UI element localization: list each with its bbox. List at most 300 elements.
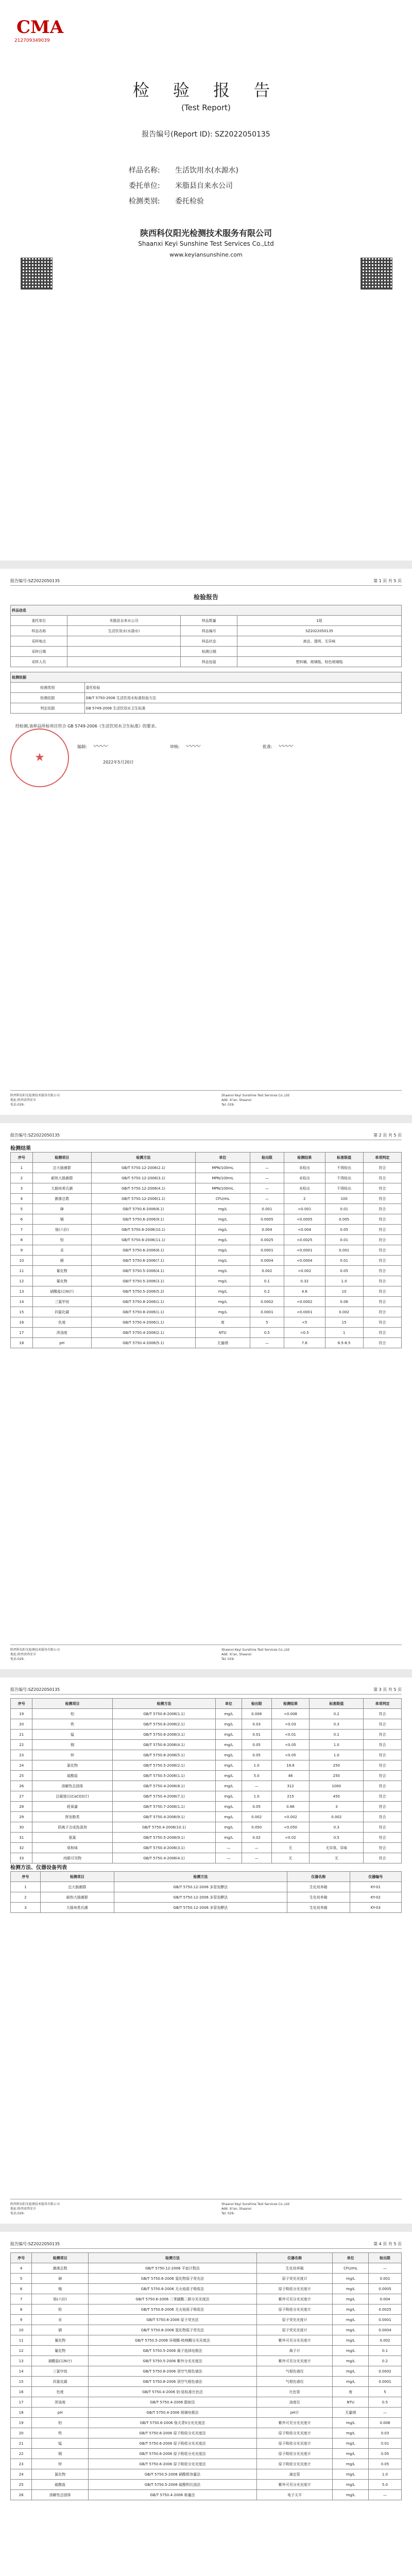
test-info-title: 检测依据 [11, 672, 402, 683]
table-cell: 312 [271, 1781, 310, 1791]
table-cell: GB/T 5750.4-2006 铂-钴标准比色法 [89, 2387, 257, 2397]
table-cell: 0.1 [310, 1730, 364, 1740]
table-cell: 原子吸收分光光度计 [256, 2304, 332, 2315]
table-cell: 符合 [363, 1276, 401, 1286]
table-cell: 6 [11, 2284, 32, 2294]
table-cell: 浑浊度 [32, 2397, 89, 2408]
table-row [11, 1802, 402, 1812]
table-cell: — [250, 1183, 284, 1194]
table-cell: 原子吸收分光光度计 [256, 2284, 332, 2294]
table-cell: 100 [325, 1194, 363, 1204]
table-cell: mg/L [216, 1750, 242, 1760]
company-name-en: Shaanxi Keyi Sunshine Test Services Co.,Ltd [138, 240, 274, 247]
column-header: 单位 [196, 1153, 250, 1163]
table-cell: 0.03 [368, 2428, 401, 2438]
table-cell: GB/T 5750.6-2006 铬天青S分光光度法 [89, 2418, 257, 2428]
prepared-signature: 〰〰 [93, 742, 107, 751]
equipment-table [10, 1871, 402, 1913]
table-row [11, 1791, 402, 1802]
table-cell: 24 [11, 1760, 32, 1771]
column-header: 检测结果 [284, 1153, 325, 1163]
header-report-no: 报告编号:SZ2022050135 [10, 1687, 60, 1692]
table-cell: GB/T 5750.12-2006 平皿计数法 [89, 2263, 257, 2274]
table-cell: 铝 [32, 1709, 112, 1719]
table-cell: 0.001 [250, 1204, 284, 1214]
table-cell: 大肠埃希氏菌 [40, 1903, 114, 1913]
table-cell: — [250, 1163, 284, 1173]
table-cell: 0.0001 [250, 1245, 284, 1256]
table-cell: 氯化物 [32, 1760, 112, 1771]
table-cell: mg/L [333, 2325, 369, 2335]
test-type-line: 检测类别: 委托检验 [129, 197, 204, 206]
table-row [11, 1781, 402, 1791]
table-cell: — [242, 1781, 271, 1791]
table-cell: 符合 [363, 1328, 401, 1338]
table-cell: 符合 [364, 1853, 402, 1863]
table-cell: — [250, 1338, 284, 1348]
table-cell: 铅 [32, 2304, 89, 2315]
sample-info-row [11, 657, 402, 667]
table-row [11, 1760, 402, 1771]
table-cell: GB/T 5750.6-2006 原子吸收分光光度法 [89, 2459, 257, 2469]
table-cell: 符合 [364, 1740, 402, 1750]
table-cell: — [250, 1194, 284, 1204]
table-cell: 27 [11, 1791, 32, 1802]
table-cell: 总硬度(以CaCO3计) [32, 1791, 112, 1802]
reviewed-signature: 〰〰 [185, 742, 200, 751]
table-cell: GB/T 5750.6-2006(5.1) [112, 1750, 216, 1760]
table-cell: 8 [11, 1235, 33, 1245]
table-cell: GB/T 5750.6-2006(11.1) [91, 1235, 195, 1245]
table-cell: 硫酸盐 [32, 1771, 112, 1781]
equipment-table-continued [10, 2252, 402, 2500]
table-cell: 12 [11, 2346, 32, 2356]
table-cell: 未检出 [284, 1163, 325, 1173]
table-cell: 符合 [364, 1843, 402, 1853]
table-cell: GB/T 5750.6-2006 无火焰原子吸收法 [89, 2284, 257, 2294]
table-cell: 氯化物 [32, 2469, 89, 2480]
table-cell: mg/L [196, 1256, 250, 1266]
table-cell: 0.0005 [368, 2284, 401, 2294]
report-title: 检 验 报 告 [132, 80, 280, 100]
info-value: 1组 [237, 616, 402, 626]
table-cell: 无量纲 [196, 1338, 250, 1348]
table-row [11, 1173, 402, 1183]
table-row [11, 2346, 402, 2356]
column-header: 序号 [11, 2253, 32, 2263]
table-cell: <0.004 [284, 1225, 325, 1235]
table-cell: 0.06 [325, 1297, 363, 1307]
table-cell: 0.03 [242, 1719, 271, 1730]
table-cell: 0.01 [325, 1256, 363, 1266]
table-cell: 氟化物 [32, 1276, 91, 1286]
table-cell: GB/T 5750.6-2006 原子吸收分光光度法 [89, 2438, 257, 2449]
info-value [67, 647, 181, 657]
table-cell: 0.05 [325, 1225, 363, 1235]
column-header: 序号 [11, 1153, 33, 1163]
footer-right: Shaanxi Keyi Sunshine Test Services Co.,Ltd Add: Xi'an, Shaanxi Tel: 029- [221, 1094, 289, 1107]
sample-info-row [11, 616, 402, 626]
table-cell: 符合 [363, 1245, 401, 1256]
column-header: 单项判定 [364, 1699, 402, 1709]
table-cell: mg/L [333, 2294, 369, 2304]
info-value: 液态、透明、无异味 [237, 636, 402, 647]
table-cell: mg/L [216, 1781, 242, 1791]
table-cell: 25 [11, 1771, 32, 1781]
table-cell: 符合 [363, 1163, 401, 1173]
table-cell: 0.05 [368, 2459, 401, 2469]
table-cell: mg/L [196, 1266, 250, 1276]
info-value: GB 5749-2006 生活饮用水卫生标准 [84, 703, 401, 714]
table-cell: 三氯甲烷 [32, 2366, 89, 2377]
table-cell: 29 [11, 1812, 32, 1822]
table-cell: 符合 [363, 1204, 401, 1214]
table-cell: 铝 [32, 2418, 89, 2428]
approved-signature: 〰〰 [278, 742, 293, 751]
table-cell: GB/T 5750.6-2006(4.1) [112, 1740, 216, 1750]
table-cell: 符合 [364, 1709, 402, 1719]
table-cell: 符合 [363, 1173, 401, 1183]
table-row [11, 2315, 402, 2325]
table-row [11, 1307, 402, 1317]
table-cell: 四氯化碳 [32, 2377, 89, 2387]
test-info-table [10, 672, 402, 714]
table-cell: 1.0 [242, 1760, 271, 1771]
table-cell: 0.01 [325, 1235, 363, 1245]
table-row [11, 2377, 402, 2387]
table-header-row [11, 1699, 402, 1709]
info-label: 检测依据 [11, 693, 85, 703]
table-cell: GB/T 5750.12-2006(1.1) [91, 1194, 195, 1204]
table-cell: 氨氮 [32, 1833, 112, 1843]
table-cell: 0.2 [310, 1709, 364, 1719]
table-cell: GB/T 5750.4-2006 玻璃电极法 [89, 2408, 257, 2418]
table-cell: 0.002 [310, 1812, 364, 1822]
table-cell: mg/L [216, 1833, 242, 1843]
table-cell: GB/T 5750.6-2006 二苯碳酰二肼分光光度法 [89, 2294, 257, 2304]
info-value: SZ2022050135 [237, 626, 402, 636]
table-cell: 符合 [363, 1307, 401, 1317]
sample-info-table [10, 605, 402, 667]
table-cell: 9 [11, 2315, 32, 2325]
footer-left: 陕西科仪阳光检测技术服务有限公司 地址:陕西省西安市 电话:029- [10, 2202, 60, 2215]
table-cell: KY-02 [350, 1892, 401, 1903]
table-cell: 10 [11, 2325, 32, 2335]
table-row [11, 1266, 402, 1276]
table-cell: 15 [11, 2377, 32, 2387]
table-cell: <0.0005 [284, 1214, 325, 1225]
table-cell: 锌 [32, 1750, 112, 1760]
table-row [11, 1338, 402, 1348]
info-label: 样品编号 [181, 626, 237, 636]
table-cell: GB/T 5750.8-2006 顶空气相色谱法 [89, 2377, 257, 2387]
table-cell: 0.0025 [250, 1235, 284, 1245]
table-cell: 21 [11, 2438, 32, 2449]
table-row [11, 1750, 402, 1760]
table-cell: GB/T 5750.5-2006 硫酸钡比浊法 [89, 2480, 257, 2490]
table-cell: 0.002 [242, 1812, 271, 1822]
table-row [11, 1214, 402, 1225]
table-cell: mg/L [333, 2304, 369, 2315]
table-cell: 7 [11, 1225, 33, 1235]
table-cell: 0.05 [368, 2449, 401, 2459]
table-row [11, 1843, 402, 1853]
table-cell: 11 [11, 2335, 32, 2346]
info-label: 采样地点 [11, 636, 67, 647]
table-cell: 6 [11, 1214, 33, 1225]
table-cell: 0.008 [242, 1709, 271, 1719]
info-label: 采样人员 [11, 657, 67, 667]
table-cell: GB/T 5750.5-2006 离子选择电极法 [89, 2346, 257, 2356]
table-cell: 符合 [364, 1791, 402, 1802]
table-cell: 0.002 [250, 1266, 284, 1276]
table-cell: 未检出 [284, 1173, 325, 1183]
table-cell: 硫酸盐 [32, 2480, 89, 2490]
table-cell: GB/T 5750.7-2006(1.1) [112, 1802, 216, 1812]
table-cell: mg/L [333, 2315, 369, 2325]
table-cell: 四氯化碳 [32, 1307, 91, 1317]
company-name-cn: 陕西科仪阳光检测技术服务有限公司 [140, 228, 272, 238]
column-header: 检出限 [242, 1699, 271, 1709]
column-header: 检出限 [368, 2253, 401, 2263]
test-info-row [11, 693, 402, 703]
table-cell: 0.002 [368, 2335, 401, 2346]
table-cell: 0.001 [368, 2274, 401, 2284]
table-cell: 1 [11, 1882, 41, 1892]
table-row [11, 1740, 402, 1750]
table-cell: 硝酸盐(以N计) [32, 2356, 89, 2366]
table-cell: — [250, 1173, 284, 1183]
table-row [11, 1286, 402, 1297]
table-cell: 0.05 [242, 1750, 271, 1760]
table-cell: 锰 [32, 1730, 112, 1740]
table-cell: 19 [11, 1709, 32, 1719]
table-cell: GB/T 5750.6-2006 原子吸收分光光度法 [89, 2449, 257, 2459]
table-cell: 7.6 [284, 1338, 325, 1348]
table-cell: 19 [11, 2418, 32, 2428]
table-cell: 耐热大肠菌群 [40, 1892, 114, 1903]
table-cell: 浊度仪 [256, 2397, 332, 2408]
table-cell: GB/T 5750.6-2006 原子荧光法 [89, 2315, 257, 2325]
table-cell: 原子吸收分光光度计 [256, 2428, 332, 2438]
info-value: 塑料桶、玻璃瓶、棕色玻璃瓶 [237, 657, 402, 667]
table-row [11, 1853, 402, 1863]
table-cell: mg/L [216, 1771, 242, 1781]
table-cell: mg/L [216, 1802, 242, 1812]
table-cell: 紫外可见分光光度计 [256, 2480, 332, 2490]
table-cell: GB/T 5750.12-2006(4.1) [91, 1183, 195, 1194]
table-cell: GB/T 5750.4-2006(7.1) [112, 1791, 216, 1802]
table-cell: GB/T 5750.5-2006(9.1) [112, 1833, 216, 1843]
table-row [11, 1833, 402, 1843]
table-cell: 14 [11, 1297, 33, 1307]
table-cell: mg/L [196, 1204, 250, 1214]
table-cell: 0.0001 [368, 2377, 401, 2387]
table-cell: mg/L [333, 2335, 369, 2346]
company-website: www.keyiansunshine.com [169, 251, 243, 258]
table-cell: GB/T 5750.8-2006(1.1) [91, 1307, 195, 1317]
sign-date: 2022年5月20日 [103, 760, 134, 765]
table-cell: 总大肠菌群 [32, 1163, 91, 1173]
table-cell: 紫外可见分光光度计 [256, 2294, 332, 2304]
table-cell: 0.0004 [250, 1256, 284, 1266]
table-cell: 13 [11, 2356, 32, 2366]
table-cell: 6.5-8.5 [325, 1338, 363, 1348]
table-cell: 215 [271, 1791, 310, 1802]
info-label: 判定依据 [11, 703, 85, 714]
table-cell: 0.0001 [368, 2315, 401, 2325]
table-row [11, 2325, 402, 2335]
table-cell: 锰 [32, 2438, 89, 2449]
table-cell: GB/T 5750.6-2006(1.1) [112, 1709, 216, 1719]
table-row [11, 1730, 402, 1740]
table-cell: GB/T 5750.5-2006(5.2) [91, 1286, 195, 1297]
prepared-label: 编制: [77, 744, 87, 749]
footer-right: Shaanxi Keyi Sunshine Test Services Co.,Ltd Add: Xi'an, Shaanxi Tel: 029- [221, 1648, 289, 1661]
table-cell: 生化培养箱 [256, 2263, 332, 2274]
table-cell: 5 [368, 2387, 401, 2397]
table-cell: GB/T 5750.4-2006(10.1) [112, 1822, 216, 1833]
table-cell: 0.0025 [368, 2304, 401, 2315]
table-cell: 22 [11, 1740, 32, 1750]
table-cell: 4 [11, 2263, 32, 2274]
table-cell: 无 [271, 1853, 310, 1863]
table-cell: mg/L [333, 2428, 369, 2438]
table-cell: 色度 [32, 1317, 91, 1328]
table-cell: GB/T 5750.5-2006(1.1) [112, 1771, 216, 1781]
table-cell: 2 [11, 1173, 33, 1183]
table-cell: mg/L [333, 2438, 369, 2449]
table-cell: 符合 [364, 1833, 402, 1843]
table-cell: 色度 [32, 2387, 89, 2397]
table-cell: 铅 [32, 1235, 91, 1245]
table-cell: 0.0002 [250, 1297, 284, 1307]
table-row [11, 1256, 402, 1266]
table-cell: 26 [11, 1781, 32, 1791]
column-header: 检测方法 [89, 2253, 257, 2263]
table-cell: 溶解性总固体 [32, 1781, 112, 1791]
info-label: 样品数量 [181, 616, 237, 626]
column-header: 仪器编号 [350, 1872, 401, 1882]
info-value [237, 647, 402, 657]
table-row [11, 2263, 402, 2274]
results-table-continued [10, 1698, 402, 1863]
qr-code-left-icon [21, 258, 53, 290]
column-header: 检测项目 [32, 1699, 112, 1709]
table-cell: mg/L [216, 1791, 242, 1802]
table-cell: 符合 [364, 1719, 402, 1730]
table-cell: 0.050 [242, 1822, 271, 1833]
table-cell: 0.3 [310, 1822, 364, 1833]
info-label: 委托单位 [11, 616, 67, 626]
table-cell: 总大肠菌群 [40, 1882, 114, 1892]
table-cell: 硒 [32, 2325, 89, 2335]
table-cell: 0.2 [368, 2356, 401, 2366]
table-cell: 符合 [363, 1266, 401, 1276]
table-cell: <5 [284, 1317, 325, 1328]
table-cell: 臭和味 [32, 1843, 112, 1853]
results-table [10, 1152, 402, 1348]
table-cell: 31 [11, 1833, 32, 1843]
table-cell: 0.05 [242, 1802, 271, 1812]
table-cell: 电子天平 [256, 2490, 332, 2500]
table-cell: — [216, 1843, 242, 1853]
table-row [11, 1822, 402, 1833]
table-cell: GB/T 5750.6-2006(7.1) [91, 1256, 195, 1266]
column-header: 单位 [216, 1699, 242, 1709]
table-cell: 硝酸盐(以N计) [32, 1286, 91, 1297]
table-cell: mg/L [216, 1730, 242, 1740]
table-row [11, 1882, 402, 1892]
table-cell: <0.0001 [284, 1307, 325, 1317]
table-cell: GB/T 5750.12-2006(2.1) [91, 1163, 195, 1173]
sample-info-title: 样品信息 [11, 605, 402, 616]
table-row [11, 1709, 402, 1719]
table-cell: GB/T 5750.4-2006(1.1) [91, 1317, 195, 1328]
table-cell: 18 [11, 2408, 32, 2418]
table-cell: 氰化物 [32, 1266, 91, 1276]
table-cell: 0.0002 [368, 2366, 401, 2377]
table-cell: GB/T 5750.6-2006 氢化物原子荧光法 [89, 2325, 257, 2335]
table-cell: mg/L [333, 2490, 369, 2500]
table-header-row [11, 1153, 402, 1163]
table-cell: 符合 [363, 1194, 401, 1204]
table-cell: 符合 [363, 1286, 401, 1297]
table-cell: 0.86 [271, 1802, 310, 1812]
table-cell: 铁 [32, 2428, 89, 2438]
table-row [11, 1317, 402, 1328]
table-cell: 250 [310, 1760, 364, 1771]
table-cell: 挥发酚类 [32, 1812, 112, 1822]
table-cell: — [216, 1853, 242, 1863]
table-cell: 11 [11, 1266, 33, 1276]
table-cell: 离子计 [256, 2346, 332, 2356]
table-cell: 0.0004 [368, 2325, 401, 2335]
report-subtitle: (Test Report) [181, 103, 231, 112]
table-cell: 5 [11, 2274, 32, 2284]
table-cell: mg/L [196, 1225, 250, 1235]
header-report-no: 报告编号:SZ2022050135 [10, 579, 60, 583]
table-cell: 度 [333, 2387, 369, 2397]
table-cell: 5.0 [242, 1771, 271, 1781]
table-cell: mg/L [216, 1812, 242, 1822]
table-cell: MPN/100mL [196, 1183, 250, 1194]
table-cell: 32 [11, 1843, 32, 1853]
table-cell: NTU [196, 1328, 250, 1338]
table-cell: 原子荧光光度计 [256, 2274, 332, 2284]
table-cell: 1 [11, 1163, 33, 1173]
footer-right: Shaanxi Keyi Sunshine Test Services Co.,Ltd Add: Xi'an, Shaanxi Tel: 029- [221, 2202, 289, 2215]
table-cell: 0.005 [325, 1214, 363, 1225]
table-cell: 符合 [363, 1183, 401, 1194]
table-cell: 气相色谱仪 [256, 2377, 332, 2387]
column-header: 仪器名称 [287, 1872, 350, 1882]
table-cell: 0.2 [250, 1286, 284, 1297]
table-cell: GB/T 5750.5-2006(2.1) [112, 1760, 216, 1771]
summary-page [0, 569, 412, 1115]
table-row [11, 2294, 402, 2304]
table-cell: <0.0025 [284, 1235, 325, 1245]
table-cell: 0.0001 [250, 1307, 284, 1317]
table-cell: 5.0 [368, 2480, 401, 2490]
table-cell: 15 [11, 1307, 33, 1317]
table-cell: 氰化物 [32, 2335, 89, 2346]
table-cell: 比色管 [256, 2387, 332, 2397]
table-cell: 无量纲 [333, 2408, 369, 2418]
table-cell: 原子吸收分光光度计 [256, 2438, 332, 2449]
table-row [11, 2304, 402, 2315]
table-cell: GB/T 5750.4-2006(9.1) [112, 1812, 216, 1822]
